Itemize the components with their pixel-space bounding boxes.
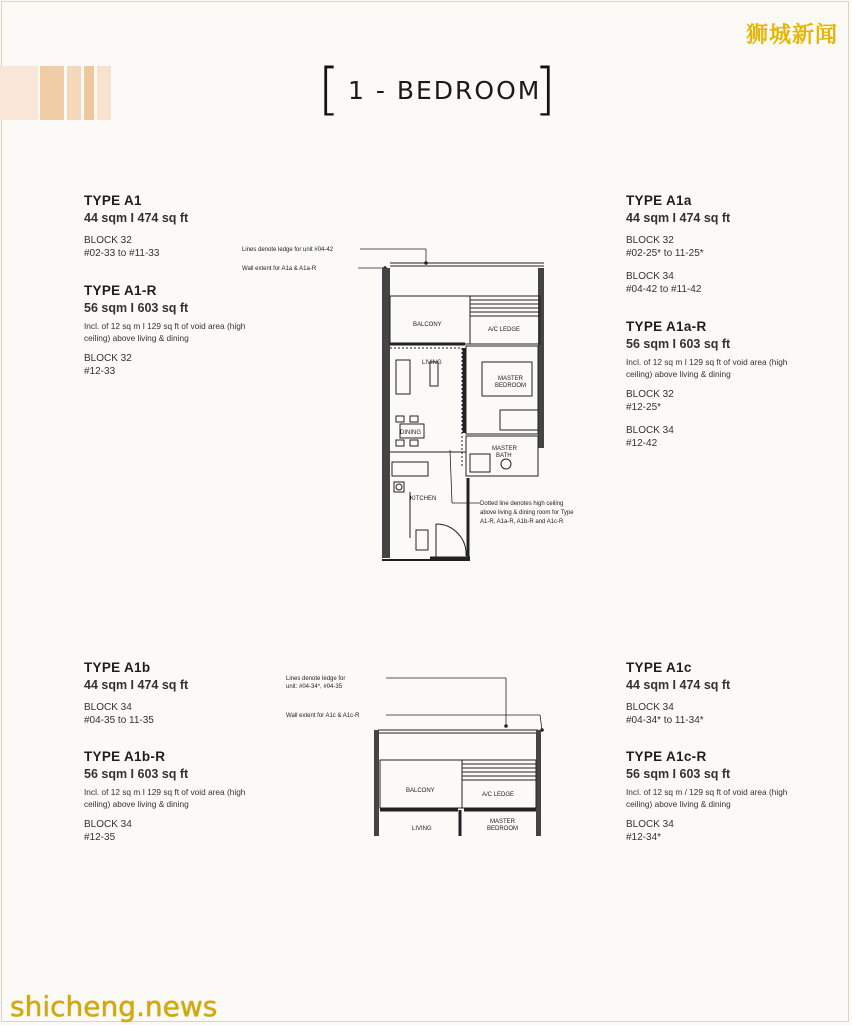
room-label-balcony: BALCONY [406,788,435,794]
block-label: BLOCK 32 [84,235,132,246]
callout-wall: Wall extent for A1a & A1a-R [242,266,317,272]
unit-area: 44 sqm I 474 sq ft [626,211,731,225]
void-area-note: Incl. of 12 sq m / 129 sq ft of void area (high ceiling) above living & dining [626,787,788,809]
unit-info-a1a-r [626,318,826,460]
room-label-master-bedroom-2: BEDROOM [495,383,527,389]
title-bracket-right: ] [534,57,556,122]
block-label: BLOCK 34 [626,425,674,436]
unit-type: TYPE A1c-R [626,749,707,764]
unit-type: TYPE A1a-R [626,319,707,334]
void-area-note: Incl. of 12 sq m I 129 sq ft of void area (high ceiling) above living & dining [84,787,246,809]
callout-wall: Wall extent for A1c & A1c-R [286,713,360,719]
stripe [0,66,38,120]
unit-range: #12-33 [84,366,116,377]
unit-info-a1c-r [626,748,826,854]
unit-area: 44 sqm I 474 sq ft [626,678,731,692]
unit-area: 44 sqm I 474 sq ft [84,678,189,692]
room-label-kitchen: KITCHEN [410,496,437,502]
room-label-master-bedroom-2: BEDROOM [487,826,519,832]
room-label-master-bedroom-1: MASTER [490,819,516,825]
unit-range: #04-34* to 11-34* [626,715,704,726]
room-label-ac-ledge: A/C LEDGE [482,792,515,798]
block-label: BLOCK 34 [84,819,132,830]
room-label-ac-ledge: A/C LEDGE [488,327,521,333]
unit-info-a1b-r [84,748,284,854]
title-bracket-left: [ [318,57,340,122]
block-label: BLOCK 34 [84,702,132,713]
watermark-bottom: shicheng.news [10,990,218,1023]
stripe [67,66,81,120]
room-label-master-bath-1: MASTER [492,446,518,452]
callout-dotted-line-2: above living & dining room for Type [480,510,574,516]
callout-ledge: Lines denote ledge for unit #04-42 [242,247,334,253]
callout-ledge-line-2: unit: #04-34*, #04-35 [286,684,343,690]
unit-type: TYPE A1b-R [84,749,166,764]
unit-range: #12-34* [626,832,662,843]
block-label: BLOCK 32 [626,235,674,246]
unit-area: 56 sqm I 603 sq ft [626,337,731,351]
room-label-master-bedroom-1: MASTER [498,376,524,382]
block-label: BLOCK 32 [626,389,674,400]
floor-plan-a1b [280,668,570,838]
unit-range: #12-35 [84,832,116,843]
unit-range: #04-35 to 11-35 [84,715,154,726]
unit-type: TYPE A1-R [84,283,157,298]
watermark-top: 狮城新闻 [745,23,838,48]
room-label-balcony: BALCONY [413,322,442,328]
stripe [40,66,64,120]
block-label: BLOCK 34 [626,702,674,713]
room-label-living: LIVING [422,360,442,366]
room-label-master-bath-2: BATH [496,453,512,459]
unit-range: #12-42 [626,438,658,449]
unit-area: 56 sqm I 603 sq ft [84,301,189,315]
unit-info-a1a [626,192,826,306]
stripe [97,66,111,120]
block-label: BLOCK 34 [626,819,674,830]
unit-info-a1b [84,659,284,737]
unit-range: #12-25* [626,402,662,413]
page-title: 1 - BEDROOM [348,76,542,105]
floor-plan-a1 [230,238,630,568]
unit-type: TYPE A1 [84,193,142,208]
unit-type: TYPE A1b [84,660,151,675]
unit-range: #02-33 to #11-33 [84,248,160,259]
unit-area: 56 sqm I 603 sq ft [84,767,189,781]
void-area-note: Incl. of 12 sq m I 129 sq ft of void area (high ceiling) above living & dining [626,357,788,379]
unit-type: TYPE A1a [626,193,692,208]
unit-area: 44 sqm I 474 sq ft [84,211,189,225]
decorative-stripes [0,66,112,120]
unit-area: 56 sqm I 603 sq ft [626,767,731,781]
block-label: BLOCK 34 [626,271,674,282]
room-label-dining: DINING [400,430,421,436]
unit-type: TYPE A1c [626,660,692,675]
unit-range: #02-25* to 11-25* [626,248,704,259]
room-label-living: LIVING [412,826,432,832]
callout-dotted-line-3: A1-R, A1a-R, A1b-R and A1c-R [480,519,564,525]
unit-info-a1c [626,659,826,737]
unit-range: #04-42 to #11-42 [626,284,702,295]
void-area-note: Incl. of 12 sq m I 129 sq ft of void area (high ceiling) above living & dining [84,321,246,343]
stripe [84,66,94,120]
callout-dotted-line-1: Dotted line denotes high ceiling [480,501,564,507]
callout-ledge-line-1: Lines denote ledge for [286,676,346,682]
block-label: BLOCK 32 [84,353,132,364]
